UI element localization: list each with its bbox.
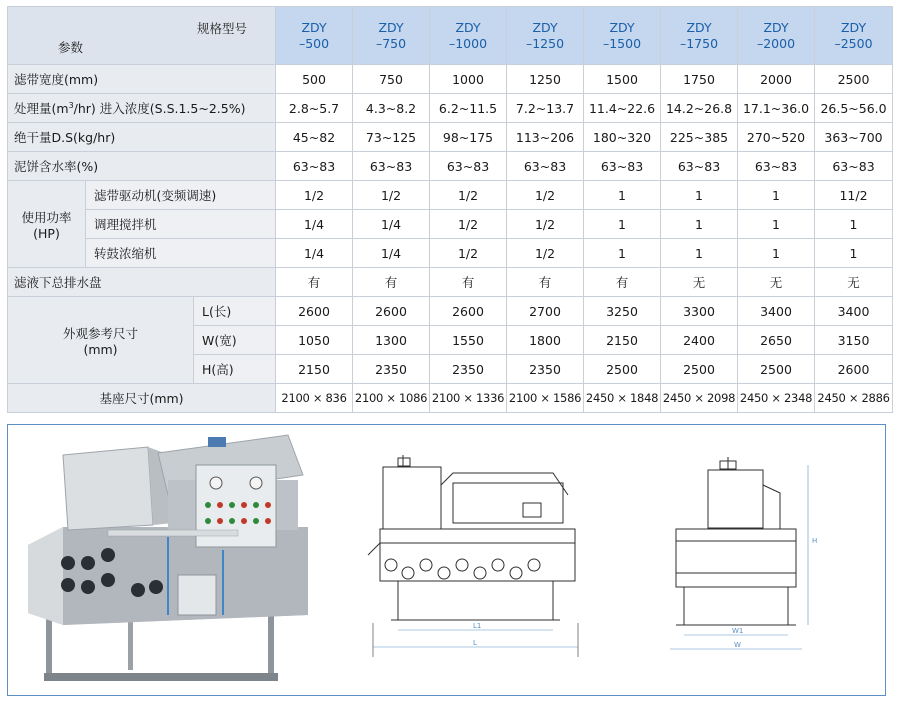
value-cell: 1 xyxy=(815,239,893,268)
side-l-label: L xyxy=(473,639,477,647)
value-cell: 2600 xyxy=(815,355,893,384)
row-dimension xyxy=(8,297,893,326)
power-label: 使用功率 xyxy=(21,209,72,225)
front-w-label: W xyxy=(734,641,741,649)
value-cell: 63~83 xyxy=(584,152,661,181)
value-cell: 1750 xyxy=(661,65,738,94)
value-cell: 2400 xyxy=(661,326,738,355)
row-label xyxy=(8,94,276,123)
value-cell: 26.5~56.0 xyxy=(815,94,893,123)
model-series: ZDY xyxy=(532,19,558,35)
row-label: 滤带宽度(mm) xyxy=(8,65,276,94)
value-cell: 2600 xyxy=(353,297,430,326)
dimension-unit: (mm) xyxy=(83,341,118,357)
front-w1-label: W1 xyxy=(732,627,744,635)
capacity-label-b: /hr) 进入浓度(S.S.1.5~2.5%) xyxy=(73,101,246,116)
value-cell: 1250 xyxy=(507,65,584,94)
value-cell: 2100 × 1086 xyxy=(353,384,430,413)
value-cell: 2350 xyxy=(353,355,430,384)
row-capacity xyxy=(8,94,893,123)
machine-photo xyxy=(28,435,308,681)
power-unit: (HP) xyxy=(33,225,60,241)
model-header xyxy=(661,7,738,65)
model-series: ZDY xyxy=(378,19,404,35)
value-cell: 1/4 xyxy=(276,210,353,239)
model-size: –2500 xyxy=(834,35,873,51)
value-cell: 1 xyxy=(661,239,738,268)
model-series: ZDY xyxy=(686,19,712,35)
value-cell: 3300 xyxy=(661,297,738,326)
header-row xyxy=(8,7,893,65)
value-cell: 1/2 xyxy=(507,181,584,210)
row-power xyxy=(8,239,893,268)
value-cell: 3400 xyxy=(815,297,893,326)
model-size: –2000 xyxy=(756,35,796,51)
value-cell: 11.4~22.6 xyxy=(584,94,661,123)
model-size: –1250 xyxy=(525,35,565,51)
product-illustrations xyxy=(8,425,885,695)
model-size: –1750 xyxy=(679,35,719,51)
row-base-size xyxy=(8,384,893,413)
value-cell: 1/4 xyxy=(353,239,430,268)
value-cell: 17.1~36.0 xyxy=(738,94,815,123)
value-cell: 3150 xyxy=(815,326,893,355)
value-cell: 2000 xyxy=(738,65,815,94)
model-size: –1000 xyxy=(448,35,488,51)
model-series: ZDY xyxy=(455,19,481,35)
value-cell: 270~520 xyxy=(738,123,815,152)
value-cell: 1000 xyxy=(430,65,507,94)
value-cell: 有 xyxy=(353,268,430,297)
model-series: ZDY xyxy=(763,19,789,35)
dimension-item-label: W(宽) xyxy=(194,326,276,355)
value-cell: 363~700 xyxy=(815,123,893,152)
value-cell: 2150 xyxy=(584,326,661,355)
corner-model-label: 规格型号 xyxy=(197,21,248,36)
value-cell: 1500 xyxy=(584,65,661,94)
value-cell: 无 xyxy=(815,268,893,297)
capacity-label-sup: 3 xyxy=(68,100,74,110)
value-cell: 1/2 xyxy=(430,210,507,239)
front-h-label: H xyxy=(812,537,818,545)
model-header xyxy=(430,7,507,65)
value-cell: 1/4 xyxy=(276,239,353,268)
model-series: ZDY xyxy=(609,19,635,35)
value-cell: 7.2~13.7 xyxy=(507,94,584,123)
model-series: ZDY xyxy=(301,19,327,35)
value-cell: 有 xyxy=(276,268,353,297)
value-cell: 2700 xyxy=(507,297,584,326)
value-cell: 2500 xyxy=(738,355,815,384)
value-cell: 63~83 xyxy=(661,152,738,181)
row-label: 滤液下总排水盘 xyxy=(8,268,276,297)
model-header xyxy=(507,7,584,65)
value-cell: 2500 xyxy=(815,65,893,94)
row-belt-width xyxy=(8,65,893,94)
value-cell: 2450 × 1848 xyxy=(584,384,661,413)
value-cell: 6.2~11.5 xyxy=(430,94,507,123)
side-l1-label: L1 xyxy=(473,622,482,630)
value-cell: 1/2 xyxy=(507,239,584,268)
value-cell: 63~83 xyxy=(353,152,430,181)
model-size: –500 xyxy=(298,35,330,51)
header-corner xyxy=(8,7,276,65)
row-dry-mass xyxy=(8,123,893,152)
value-cell: 3400 xyxy=(738,297,815,326)
value-cell: 63~83 xyxy=(738,152,815,181)
capacity-label-a: 处理量(m xyxy=(14,101,69,116)
value-cell: 2600 xyxy=(430,297,507,326)
power-item-label: 调理搅拌机 xyxy=(86,210,276,239)
value-cell: 4.3~8.2 xyxy=(353,94,430,123)
value-cell: 2450 × 2098 xyxy=(661,384,738,413)
model-header xyxy=(353,7,430,65)
value-cell: 11/2 xyxy=(815,181,893,210)
value-cell: 45~82 xyxy=(276,123,353,152)
value-cell: 500 xyxy=(276,65,353,94)
model-header xyxy=(815,7,893,65)
value-cell: 2100 × 1586 xyxy=(507,384,584,413)
value-cell: 63~83 xyxy=(815,152,893,181)
value-cell: 1 xyxy=(738,210,815,239)
value-cell: 1550 xyxy=(430,326,507,355)
dimension-item-label: H(高) xyxy=(194,355,276,384)
dimension-group-label xyxy=(8,297,194,384)
value-cell: 1800 xyxy=(507,326,584,355)
model-size: –750 xyxy=(375,35,407,51)
value-cell: 2500 xyxy=(584,355,661,384)
model-header xyxy=(738,7,815,65)
value-cell: 1 xyxy=(584,181,661,210)
row-drain-pan xyxy=(8,268,893,297)
value-cell: 1 xyxy=(815,210,893,239)
model-header xyxy=(276,7,353,65)
product-image-panel xyxy=(7,424,886,696)
value-cell: 73~125 xyxy=(353,123,430,152)
value-cell: 2.8~5.7 xyxy=(276,94,353,123)
value-cell: 1/2 xyxy=(430,181,507,210)
value-cell: 1 xyxy=(738,181,815,210)
value-cell: 1 xyxy=(738,239,815,268)
value-cell: 2650 xyxy=(738,326,815,355)
value-cell: 2100 × 836 xyxy=(276,384,353,413)
front-view-drawing xyxy=(670,457,808,649)
row-label: 绝干量D.S(kg/hr) xyxy=(8,123,276,152)
value-cell: 3250 xyxy=(584,297,661,326)
value-cell: 1/2 xyxy=(430,239,507,268)
value-cell: 1 xyxy=(661,181,738,210)
value-cell: 2450 × 2886 xyxy=(815,384,893,413)
value-cell: 2350 xyxy=(430,355,507,384)
value-cell: 1/4 xyxy=(353,210,430,239)
dimension-label: 外观参考尺寸 xyxy=(62,325,138,341)
value-cell: 2100 × 1336 xyxy=(430,384,507,413)
value-cell: 63~83 xyxy=(276,152,353,181)
value-cell: 1300 xyxy=(353,326,430,355)
value-cell: 1 xyxy=(584,210,661,239)
value-cell: 113~206 xyxy=(507,123,584,152)
value-cell: 1 xyxy=(584,239,661,268)
value-cell: 1 xyxy=(661,210,738,239)
value-cell: 无 xyxy=(661,268,738,297)
model-size: –1500 xyxy=(602,35,642,51)
row-power xyxy=(8,181,893,210)
value-cell: 63~83 xyxy=(430,152,507,181)
value-cell: 2350 xyxy=(507,355,584,384)
value-cell: 有 xyxy=(430,268,507,297)
value-cell: 98~175 xyxy=(430,123,507,152)
value-cell: 1/2 xyxy=(353,181,430,210)
dimension-item-label: L(长) xyxy=(194,297,276,326)
model-header xyxy=(584,7,661,65)
value-cell: 有 xyxy=(507,268,584,297)
power-group-label xyxy=(8,181,86,268)
value-cell: 2150 xyxy=(276,355,353,384)
value-cell: 14.2~26.8 xyxy=(661,94,738,123)
value-cell: 1/2 xyxy=(276,181,353,210)
value-cell: 有 xyxy=(584,268,661,297)
value-cell: 2500 xyxy=(661,355,738,384)
value-cell: 2450 × 2348 xyxy=(738,384,815,413)
row-power xyxy=(8,210,893,239)
corner-param-label: 参数 xyxy=(58,40,84,55)
value-cell: 180~320 xyxy=(584,123,661,152)
value-cell: 1/2 xyxy=(507,210,584,239)
row-label: 泥饼含水率(%) xyxy=(8,152,276,181)
row-label: 基座尺寸(mm) xyxy=(8,384,276,413)
model-series: ZDY xyxy=(840,19,867,35)
row-moisture xyxy=(8,152,893,181)
value-cell: 1050 xyxy=(276,326,353,355)
value-cell: 225~385 xyxy=(661,123,738,152)
power-item-label: 转鼓浓缩机 xyxy=(86,239,276,268)
spec-table xyxy=(7,6,893,413)
value-cell: 无 xyxy=(738,268,815,297)
value-cell: 750 xyxy=(353,65,430,94)
value-cell: 2600 xyxy=(276,297,353,326)
value-cell: 63~83 xyxy=(507,152,584,181)
power-item-label: 滤带驱动机(变频调速) xyxy=(86,181,276,210)
